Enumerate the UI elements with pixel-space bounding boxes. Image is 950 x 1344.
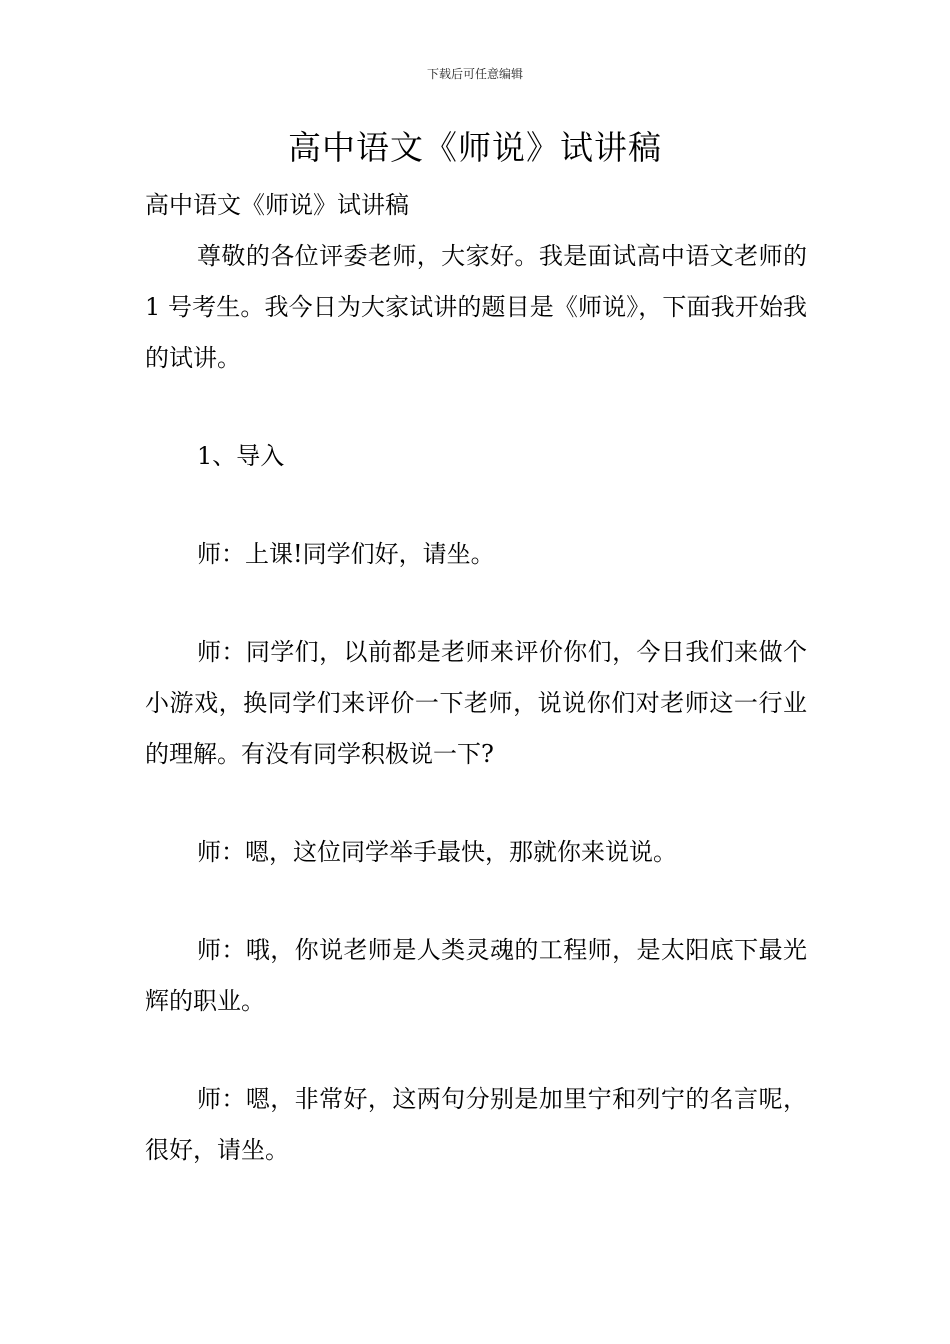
paragraph: 师：同学们，以前都是老师来评价你们，今日我们来做个小游戏，换同学们来评价一下老师，说说你们对老师这一行业的理解。有没有同学积极说一下? [145, 638, 807, 768]
paragraph: 师：上课!同学们好，请坐。 [197, 540, 495, 568]
paragraph: 尊敬的各位评委老师，大家好。我是面试高中语文老师的 1 号考生。我今日为大家试讲的题目是《师说》，下面我开始我的试讲。 [145, 242, 807, 372]
document-subtitle: 高中语文《师说》试讲稿 [145, 191, 409, 219]
paragraph: 师：嗯，非常好，这两句分别是加里宁和列宁的名言呢，很好，请坐。 [145, 1085, 807, 1164]
header-note: 下载后可任意编辑 [426, 67, 523, 81]
document-title: 高中语文《师说》试讲稿 [288, 128, 662, 167]
paragraph: 师：哦，你说老师是人类灵魂的工程师，是太阳底下最光辉的职业。 [145, 936, 807, 1015]
section-heading: 1、导入 [197, 442, 285, 470]
paragraph: 师：嗯，这位同学举手最快，那就你来说说。 [197, 838, 677, 866]
document-body [145, 180, 807, 1176]
